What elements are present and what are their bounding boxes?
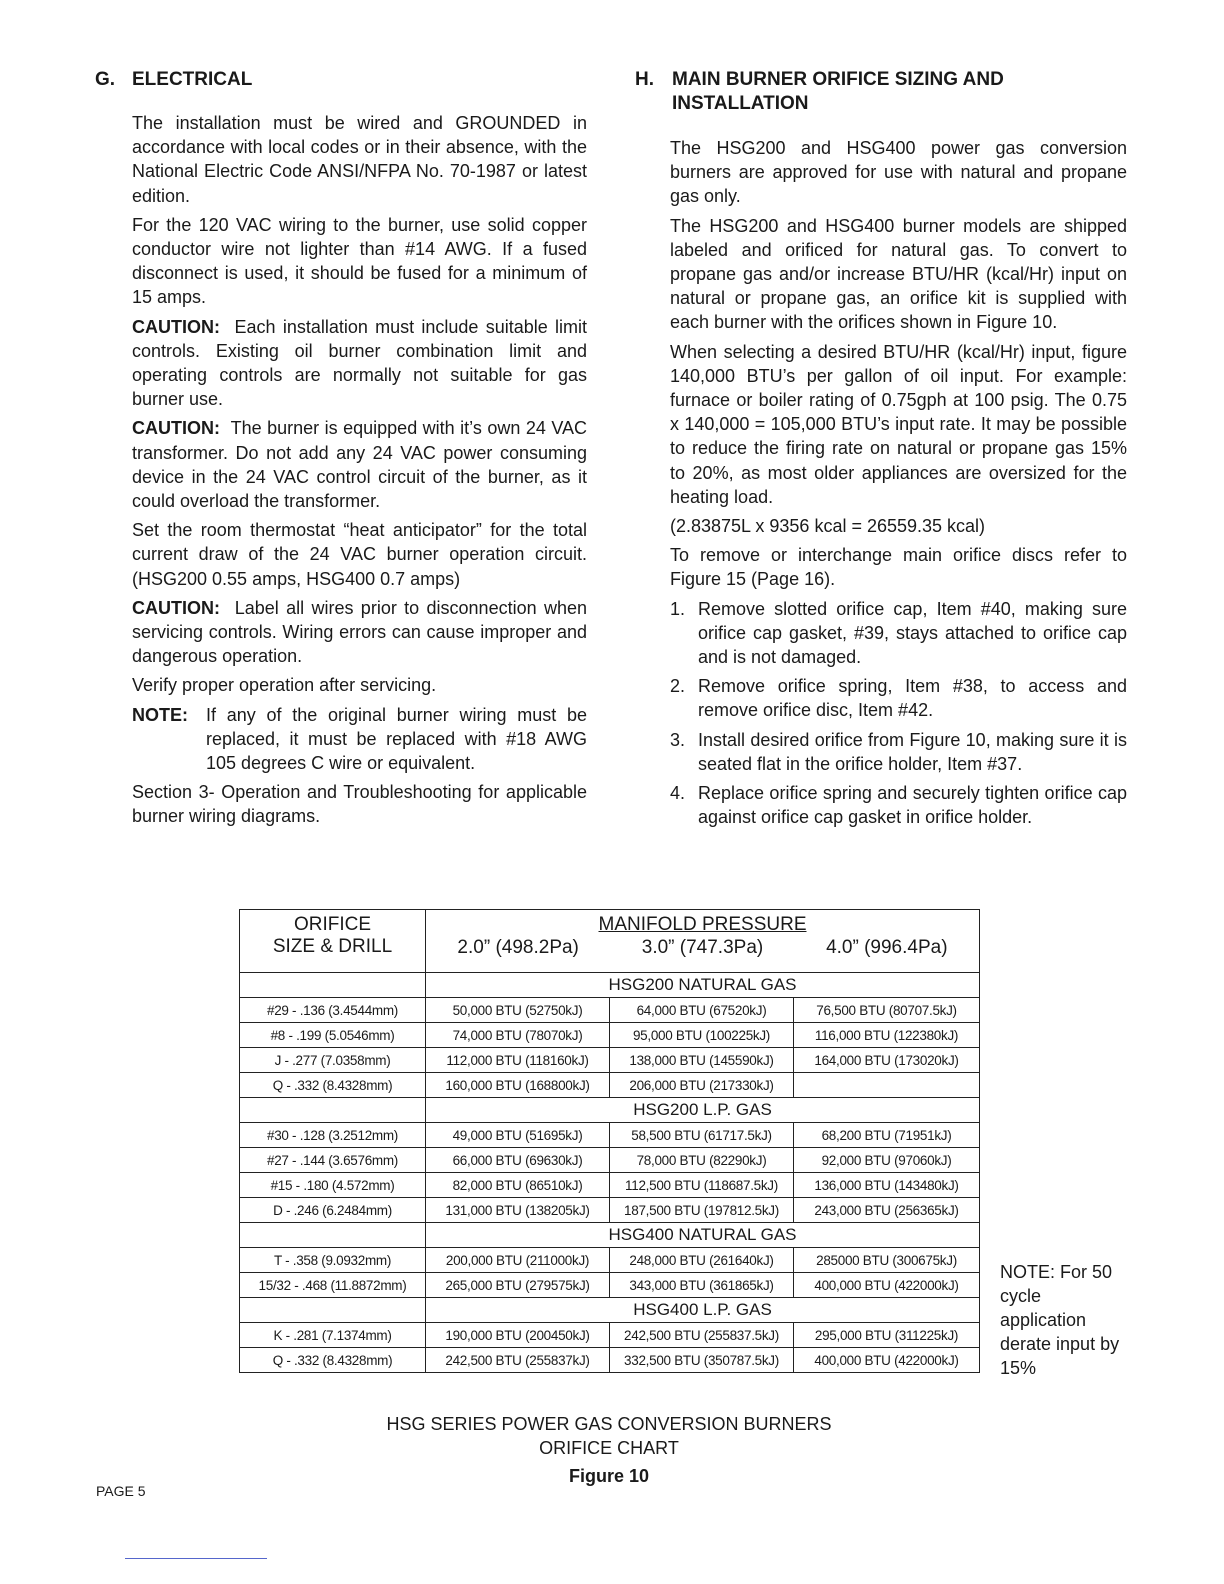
btu-rating-cell: 50,000 BTU (52750kJ) bbox=[426, 998, 610, 1023]
orifice-size-cell: #29 - .136 (3.4544mm) bbox=[240, 998, 426, 1023]
table-row bbox=[240, 998, 980, 1023]
btu-rating-cell: 285000 BTU (300675kJ) bbox=[794, 1248, 980, 1273]
btu-rating-cell: 242,500 BTU (255837.5kJ) bbox=[610, 1323, 794, 1348]
paragraph: Section 3- Operation and Troubleshooting for applicable burner wiring diagrams. bbox=[132, 782, 587, 827]
figure-caption-subtitle: ORIFICE CHART bbox=[539, 1438, 679, 1458]
btu-rating-cell: 295,000 BTU (311225kJ) bbox=[794, 1323, 980, 1348]
section-h-title: MAIN BURNER ORIFICE SIZING AND INSTALLATION bbox=[672, 69, 1004, 114]
table-row bbox=[240, 1348, 980, 1373]
caution-text: The burner is equipped with it’s own 24 VAC transformer. Do not add any 24 VAC power consuming device in the 24 VAC control circuit of the burner, as it could overload the transformer. bbox=[132, 418, 587, 512]
group-title: HSG400 NATURAL GAS bbox=[426, 1223, 980, 1248]
step-text: Install desired orifice from Figure 10, making sure it is seated flat in the orifice holder, Item #37. bbox=[698, 729, 1127, 774]
btu-rating-cell: 242,500 BTU (255837kJ) bbox=[426, 1348, 610, 1373]
btu-rating-cell: 82,000 BTU (86510kJ) bbox=[426, 1173, 610, 1198]
group-title: HSG200 NATURAL GAS bbox=[426, 973, 980, 998]
caution-label: CAUTION: bbox=[132, 418, 220, 439]
caution-label: CAUTION: bbox=[132, 597, 220, 618]
orifice-size-cell: 15/32 - .468 (11.8872mm) bbox=[240, 1273, 426, 1298]
table-row bbox=[240, 1273, 980, 1298]
btu-rating-cell: 164,000 BTU (173020kJ) bbox=[794, 1048, 980, 1073]
side-note: NOTE: For 50 cycle application derate input by 15% bbox=[1000, 1262, 1120, 1378]
section-g-body bbox=[132, 111, 587, 829]
figure-caption-title: HSG SERIES POWER GAS CONVERSION BURNERS bbox=[386, 1414, 832, 1434]
btu-rating-cell: 248,000 BTU (261640kJ) bbox=[610, 1248, 794, 1273]
paragraph: To remove or interchange main orifice discs refer to Figure 15 (Page 16). bbox=[670, 545, 1127, 590]
btu-rating-cell: 243,000 BTU (256365kJ) bbox=[794, 1198, 980, 1223]
btu-rating-cell: 66,000 BTU (69630kJ) bbox=[426, 1148, 610, 1173]
note-text: If any of the original burner wiring must be replaced, it must be replaced with #18 AWG 105 degrees C wire or equivalent. bbox=[206, 704, 587, 774]
paragraph: When selecting a desired BTU/HR (kcal/Hr) input, figure 140,000 BTU’s per gallon of oil input. For example: furnace or boiler rating of 0.75gph at 100 psig. The 0.75 x 140,000 = 105,000 BTU’s input rate. It may be possible to reduce the firing rate on natural or propane gas 15% to 20%, as most older appliances are oversized for the heating load. bbox=[670, 341, 1127, 507]
paragraph: The installation must be wired and GROUNDED in accordance with local codes or in their absence, with the National Electric Code ANSI/NFPA No. 70-1987 or latest edition. bbox=[132, 113, 587, 206]
caution-paragraph bbox=[132, 596, 587, 669]
orifice-size-cell: K - .281 (7.1374mm) bbox=[240, 1323, 426, 1348]
table-row bbox=[240, 1073, 980, 1098]
table-row bbox=[240, 1023, 980, 1048]
btu-rating-cell: 112,500 BTU (118687.5kJ) bbox=[610, 1173, 794, 1198]
btu-rating-cell: 190,000 BTU (200450kJ) bbox=[426, 1323, 610, 1348]
orifice-size-cell: #15 - .180 (4.572mm) bbox=[240, 1173, 426, 1198]
btu-rating-cell: 131,000 BTU (138205kJ) bbox=[426, 1198, 610, 1223]
header-line: SIZE & DRILL bbox=[272, 936, 393, 957]
btu-rating-cell: 64,000 BTU (67520kJ) bbox=[610, 998, 794, 1023]
empty-cell bbox=[240, 1298, 426, 1323]
table-row bbox=[240, 1048, 980, 1073]
btu-rating-cell: 95,000 BTU (100225kJ) bbox=[610, 1023, 794, 1048]
section-electrical bbox=[95, 68, 587, 834]
table-row bbox=[240, 1173, 980, 1198]
orifice-size-cell: T - .358 (9.0932mm) bbox=[240, 1248, 426, 1273]
pressure-label: 4.0” (996.4Pa) bbox=[826, 937, 948, 958]
paragraph: The HSG200 and HSG400 burner models are shipped labeled and orificed for natural gas. To convert to propane gas and/or increase BTU/HR (kcal/Hr) input on natural or propane gas, an orifice kit is supplied with each burner with the orifices shown in Figure 10. bbox=[670, 215, 1127, 333]
group-header-row bbox=[240, 1223, 980, 1248]
manifold-pressure-header bbox=[426, 910, 980, 973]
pressure-label: 2.0” (498.2Pa) bbox=[457, 937, 579, 958]
btu-rating-cell: 78,000 BTU (82290kJ) bbox=[610, 1148, 794, 1173]
note-block bbox=[132, 703, 587, 776]
btu-rating-cell: 92,000 BTU (97060kJ) bbox=[794, 1148, 980, 1173]
paragraph: The HSG200 and HSG400 power gas conversion burners are approved for use with natural and propane gas only. bbox=[670, 138, 1127, 207]
orifice-size-cell: Q - .332 (8.4328mm) bbox=[240, 1348, 426, 1373]
paragraph: For the 120 VAC wiring to the burner, use solid copper conductor wire not lighter than #14 AWG. If a fused disconnect is used, it should be fused for a minimum of 15 amps. bbox=[132, 214, 587, 308]
orifice-chart-table bbox=[239, 909, 980, 1373]
btu-rating-cell: 112,000 BTU (118160kJ) bbox=[426, 1048, 610, 1073]
step-number: 1. bbox=[670, 598, 686, 619]
step-number: 4. bbox=[670, 783, 686, 804]
paragraph: (2.83875L x 9356 kcal = 26559.35 kcal) bbox=[670, 516, 986, 537]
list-item bbox=[670, 781, 1127, 829]
table-row bbox=[240, 1323, 980, 1348]
btu-rating-cell: 343,000 BTU (361865kJ) bbox=[610, 1273, 794, 1298]
group-title: HSG200 L.P. GAS bbox=[426, 1098, 980, 1123]
btu-rating-cell bbox=[794, 1073, 980, 1098]
list-item bbox=[670, 597, 1127, 670]
header-line: ORIFICE bbox=[293, 914, 372, 935]
btu-rating-cell: 400,000 BTU (422000kJ) bbox=[794, 1348, 980, 1373]
group-header-row bbox=[240, 973, 980, 998]
note-label: NOTE: bbox=[132, 704, 188, 725]
table-row bbox=[240, 1123, 980, 1148]
pressure-columns bbox=[426, 937, 979, 959]
btu-rating-cell: 49,000 BTU (51695kJ) bbox=[426, 1123, 610, 1148]
btu-rating-cell: 332,500 BTU (350787.5kJ) bbox=[610, 1348, 794, 1373]
orifice-size-cell: Q - .332 (8.4328mm) bbox=[240, 1073, 426, 1098]
table-body bbox=[240, 973, 980, 1373]
orifice-size-cell: J - .277 (7.0358mm) bbox=[240, 1048, 426, 1073]
btu-rating-cell: 138,000 BTU (145590kJ) bbox=[610, 1048, 794, 1073]
caution-paragraph bbox=[132, 416, 587, 513]
btu-rating-cell: 136,000 BTU (143480kJ) bbox=[794, 1173, 980, 1198]
orifice-size-header bbox=[240, 910, 426, 973]
btu-rating-cell: 76,500 BTU (80707.5kJ) bbox=[794, 998, 980, 1023]
caution-paragraph bbox=[132, 315, 587, 412]
orifice-size-cell: #27 - .144 (3.6576mm) bbox=[240, 1148, 426, 1173]
step-text: Remove orifice spring, Item #38, to access and remove orifice disc, Item #42. bbox=[698, 676, 1127, 721]
btu-rating-cell: 74,000 BTU (78070kJ) bbox=[426, 1023, 610, 1048]
table-row bbox=[240, 1198, 980, 1223]
list-item bbox=[670, 674, 1127, 722]
orifice-size-cell: D - .246 (6.2484mm) bbox=[240, 1198, 426, 1223]
empty-cell bbox=[240, 1098, 426, 1123]
group-header-row bbox=[240, 1298, 980, 1323]
btu-rating-cell: 187,500 BTU (197812.5kJ) bbox=[610, 1198, 794, 1223]
section-g-heading bbox=[95, 68, 587, 92]
empty-cell bbox=[240, 973, 426, 998]
btu-rating-cell: 160,000 BTU (168800kJ) bbox=[426, 1073, 610, 1098]
orifice-size-cell: #30 - .128 (3.2512mm) bbox=[240, 1123, 426, 1148]
btu-rating-cell: 400,000 BTU (422000kJ) bbox=[794, 1273, 980, 1298]
paragraph: Set the room thermostat “heat anticipator” for the total current draw of the 24 VAC burner operation circuit. (HSG200 0.55 amps, HSG400 0.7 amps) bbox=[132, 520, 587, 589]
btu-rating-cell: 206,000 BTU (217330kJ) bbox=[610, 1073, 794, 1098]
paragraph: Verify proper operation after servicing. bbox=[132, 675, 437, 696]
section-g-letter: G. bbox=[95, 69, 116, 90]
btu-rating-cell: 265,000 BTU (279575kJ) bbox=[426, 1273, 610, 1298]
list-item bbox=[670, 728, 1127, 776]
orifice-size-cell: #8 - .199 (5.0546mm) bbox=[240, 1023, 426, 1048]
manifold-pressure-title: MANIFOLD PRESSURE bbox=[598, 914, 807, 935]
section-orifice-sizing bbox=[635, 68, 1127, 834]
table-row bbox=[240, 1148, 980, 1173]
group-header-row bbox=[240, 1098, 980, 1123]
section-h-body bbox=[670, 136, 1127, 829]
empty-cell bbox=[240, 1223, 426, 1248]
caution-text: Each installation must include suitable limit controls. Existing oil burner combination limit and operating controls are normally not suitable for gas burner use. bbox=[132, 316, 587, 410]
figure-label: Figure 10 bbox=[568, 1466, 650, 1486]
table-row bbox=[240, 1248, 980, 1273]
step-number: 3. bbox=[670, 729, 686, 750]
btu-rating-cell: 116,000 BTU (122380kJ) bbox=[794, 1023, 980, 1048]
btu-rating-cell: 200,000 BTU (211000kJ) bbox=[426, 1248, 610, 1273]
steps-list bbox=[670, 597, 1127, 830]
btu-rating-cell: 68,200 BTU (71951kJ) bbox=[794, 1123, 980, 1148]
group-title: HSG400 L.P. GAS bbox=[426, 1298, 980, 1323]
pressure-label: 3.0” (747.3Pa) bbox=[641, 937, 764, 958]
step-text: Remove slotted orifice cap, Item #40, making sure orifice cap gasket, #39, stays attached to orifice cap and is not damaged. bbox=[698, 598, 1127, 668]
caution-text: Label all wires prior to disconnection when servicing controls. Wiring errors can cause improper and dangerous operation. bbox=[132, 597, 587, 667]
step-number: 2. bbox=[670, 676, 686, 697]
section-h-heading bbox=[635, 68, 1127, 116]
section-h-letter: H. bbox=[635, 69, 654, 90]
table-header-row bbox=[240, 910, 980, 973]
step-text: Replace orifice spring and securely tighten orifice cap against orifice cap gasket in orifice holder. bbox=[698, 783, 1127, 828]
page-number: PAGE 5 bbox=[96, 1483, 146, 1499]
divider bbox=[125, 1558, 267, 1559]
caution-label: CAUTION: bbox=[132, 316, 220, 337]
btu-rating-cell: 58,500 BTU (61717.5kJ) bbox=[610, 1123, 794, 1148]
section-g-title: ELECTRICAL bbox=[132, 69, 253, 90]
